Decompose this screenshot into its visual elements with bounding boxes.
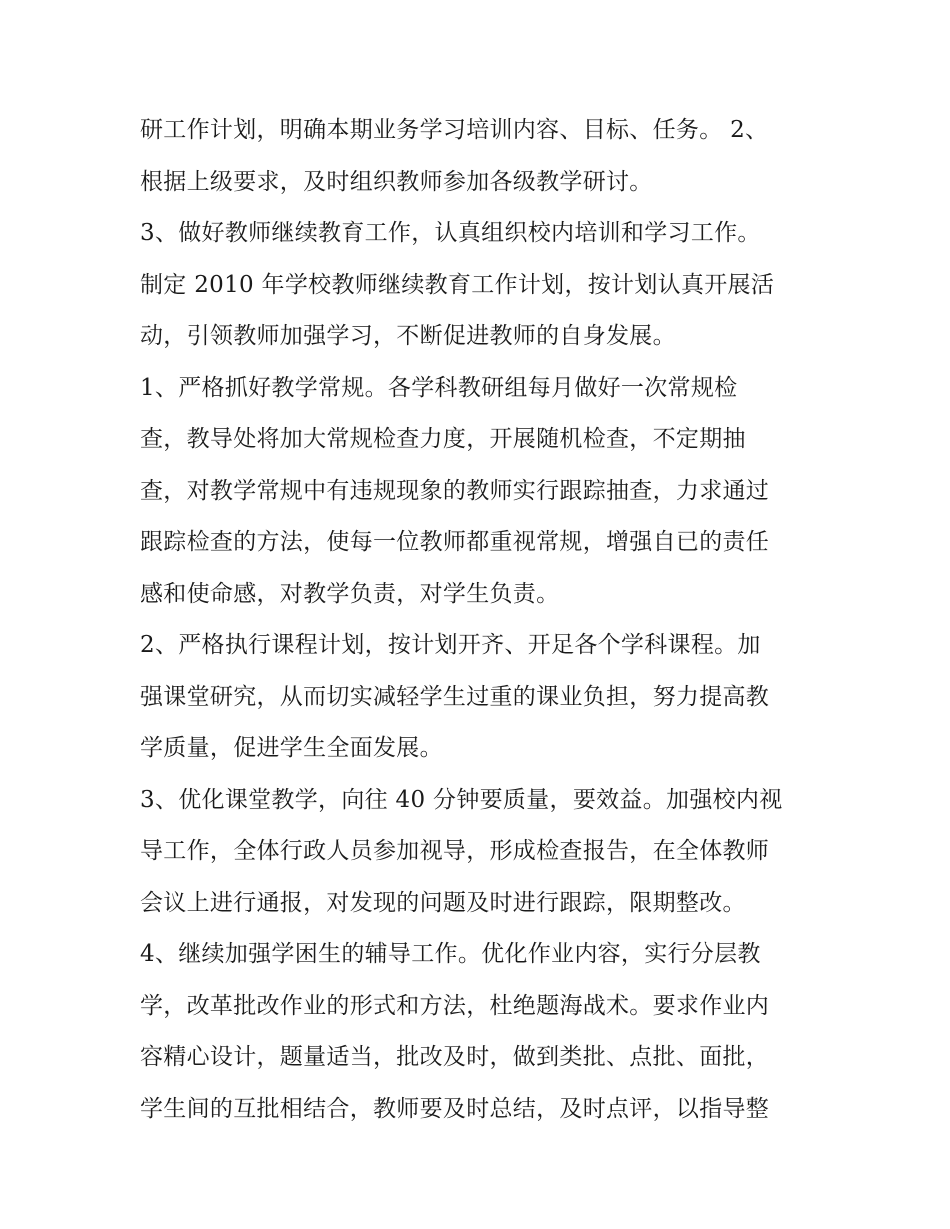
- text-line: 1、严格抓好教学常规。各学科教研组每月做好一次常规检: [140, 374, 738, 401]
- text-line: 学质量，促进学生全面发展。: [140, 735, 443, 761]
- text-line: 3、做好教师继续教育工作，认真组织校内培训和学习工作。: [140, 220, 761, 246]
- text-line: 2、严格执行课程计划，按计划开齐、开足各个学科课程。加: [140, 632, 761, 658]
- text-line: 容精心设计，题量适当，批改及时，做到类批、点批、面批，: [140, 1044, 770, 1070]
- text-line: 学生间的互批相结合，教师要及时总结，及时点评，以指导整: [140, 1095, 770, 1122]
- text-line: 3、优化课堂教学，向往 40 分钟要质量，要效益。加强校内视: [140, 786, 783, 813]
- body-text: [140, 105, 830, 1135]
- text-line: 学，改革批改作业的形式和方法，杜绝题海战术。要求作业内: [140, 992, 770, 1019]
- text-line: 查，对教学常规中有违规现象的教师实行跟踪抽查，力求通过: [140, 477, 770, 504]
- text-line: 导工作，全体行政人员参加视导，形成检查报告，在全体教师: [140, 838, 770, 864]
- text-line: 会议上进行通报，对发现的问题及时进行跟踪，限期整改。: [140, 889, 746, 916]
- text-line: 查，教导处将加大常规检查力度，开展随机检查，不定期抽: [140, 426, 746, 452]
- text-line: 根据上级要求，及时组织教师参加各级教学研讨。: [140, 168, 653, 195]
- text-line: 跟踪检查的方法，使每一位教师都重视常规，增强自已的责任: [140, 529, 770, 555]
- text-line: 强课堂研究，从而切实减轻学生过重的课业负担，努力提高教: [140, 683, 770, 710]
- text-line: 制定 2010 年学校教师继续教育工作计划，按计划认真开展活: [140, 271, 775, 298]
- text-line: 4、继续加强学困生的辅导工作。优化作业内容，实行分层教: [140, 941, 761, 967]
- text-line: 感和使命感，对教学负责，对学生负责。: [140, 580, 560, 607]
- text-line: 研工作计划，明确本期业务学习培训内容、目标、任务。 2、: [140, 117, 769, 143]
- text-line: 动，引领教师加强学习，不断促进教师的自身发展。: [140, 323, 676, 349]
